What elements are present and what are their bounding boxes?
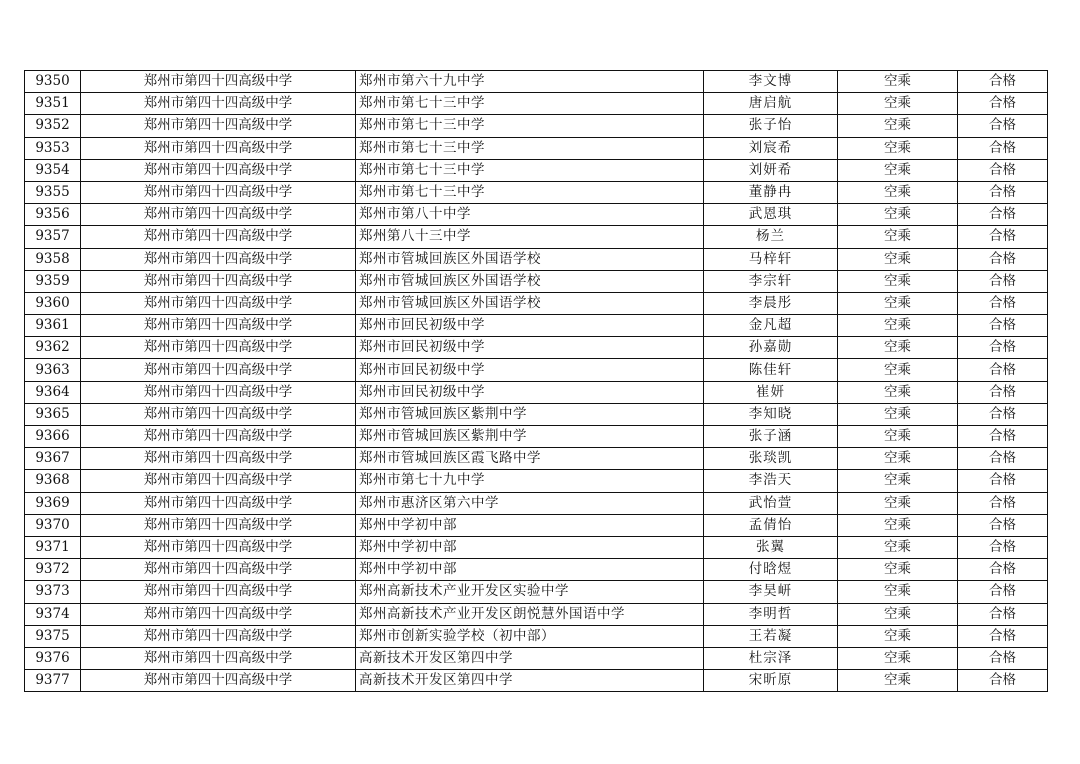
middle-school-cell: 郑州中学初中部 [356, 514, 704, 536]
major-cell: 空乘 [838, 603, 958, 625]
results-table-body [25, 71, 1048, 692]
row-id-cell: 9371 [25, 536, 81, 558]
table-row [25, 115, 1048, 137]
high-school-cell: 郑州市第四十四高级中学 [81, 426, 356, 448]
row-id-cell: 9370 [25, 514, 81, 536]
middle-school-cell: 郑州中学初中部 [356, 536, 704, 558]
student-name-cell: 李明哲 [704, 603, 838, 625]
major-cell: 空乘 [838, 647, 958, 669]
major-cell: 空乘 [838, 470, 958, 492]
result-cell: 合格 [958, 359, 1048, 381]
student-name-cell: 张子涵 [704, 426, 838, 448]
table-row [25, 514, 1048, 536]
student-name-cell: 张翼 [704, 536, 838, 558]
student-name-cell: 孙嘉勋 [704, 337, 838, 359]
major-cell: 空乘 [838, 381, 958, 403]
row-id-cell: 9354 [25, 159, 81, 181]
high-school-cell: 郑州市第四十四高级中学 [81, 248, 356, 270]
student-name-cell: 李宗轩 [704, 270, 838, 292]
major-cell: 空乘 [838, 159, 958, 181]
row-id-cell: 9350 [25, 71, 81, 93]
middle-school-cell: 郑州市管城回族区外国语学校 [356, 248, 704, 270]
major-cell: 空乘 [838, 536, 958, 558]
major-cell: 空乘 [838, 514, 958, 536]
row-id-cell: 9372 [25, 559, 81, 581]
table-row [25, 426, 1048, 448]
result-cell: 合格 [958, 159, 1048, 181]
row-id-cell: 9355 [25, 181, 81, 203]
row-id-cell: 9351 [25, 93, 81, 115]
middle-school-cell: 郑州市创新实验学校（初中部） [356, 625, 704, 647]
result-cell: 合格 [958, 270, 1048, 292]
table-row [25, 603, 1048, 625]
high-school-cell: 郑州市第四十四高级中学 [81, 448, 356, 470]
major-cell: 空乘 [838, 581, 958, 603]
table-row [25, 448, 1048, 470]
high-school-cell: 郑州市第四十四高级中学 [81, 292, 356, 314]
table-row [25, 204, 1048, 226]
table-row [25, 536, 1048, 558]
row-id-cell: 9377 [25, 670, 81, 692]
high-school-cell: 郑州市第四十四高级中学 [81, 581, 356, 603]
result-cell: 合格 [958, 647, 1048, 669]
result-cell: 合格 [958, 403, 1048, 425]
table-row [25, 315, 1048, 337]
student-name-cell: 李晨彤 [704, 292, 838, 314]
table-row [25, 403, 1048, 425]
high-school-cell: 郑州市第四十四高级中学 [81, 270, 356, 292]
student-name-cell: 张琰凯 [704, 448, 838, 470]
result-cell: 合格 [958, 137, 1048, 159]
high-school-cell: 郑州市第四十四高级中学 [81, 181, 356, 203]
result-cell: 合格 [958, 559, 1048, 581]
major-cell: 空乘 [838, 204, 958, 226]
row-id-cell: 9374 [25, 603, 81, 625]
high-school-cell: 郑州市第四十四高级中学 [81, 536, 356, 558]
row-id-cell: 9375 [25, 625, 81, 647]
result-cell: 合格 [958, 514, 1048, 536]
table-row [25, 359, 1048, 381]
middle-school-cell: 郑州市回民初级中学 [356, 315, 704, 337]
middle-school-cell: 郑州市第七十三中学 [356, 181, 704, 203]
middle-school-cell: 郑州市管城回族区紫荆中学 [356, 403, 704, 425]
student-name-cell: 刘宸希 [704, 137, 838, 159]
major-cell: 空乘 [838, 270, 958, 292]
student-name-cell: 武恩琪 [704, 204, 838, 226]
middle-school-cell: 郑州市第七十九中学 [356, 470, 704, 492]
high-school-cell: 郑州市第四十四高级中学 [81, 559, 356, 581]
major-cell: 空乘 [838, 137, 958, 159]
high-school-cell: 郑州市第四十四高级中学 [81, 492, 356, 514]
major-cell: 空乘 [838, 248, 958, 270]
result-cell: 合格 [958, 492, 1048, 514]
student-name-cell: 马梓轩 [704, 248, 838, 270]
row-id-cell: 9368 [25, 470, 81, 492]
high-school-cell: 郑州市第四十四高级中学 [81, 93, 356, 115]
row-id-cell: 9359 [25, 270, 81, 292]
table-row [25, 181, 1048, 203]
middle-school-cell: 郑州市第七十三中学 [356, 93, 704, 115]
student-name-cell: 金凡超 [704, 315, 838, 337]
major-cell: 空乘 [838, 115, 958, 137]
row-id-cell: 9376 [25, 647, 81, 669]
result-cell: 合格 [958, 204, 1048, 226]
row-id-cell: 9363 [25, 359, 81, 381]
major-cell: 空乘 [838, 181, 958, 203]
result-cell: 合格 [958, 315, 1048, 337]
middle-school-cell: 高新技术开发区第四中学 [356, 647, 704, 669]
major-cell: 空乘 [838, 448, 958, 470]
high-school-cell: 郑州市第四十四高级中学 [81, 315, 356, 337]
student-name-cell: 王若凝 [704, 625, 838, 647]
student-name-cell: 刘妍希 [704, 159, 838, 181]
major-cell: 空乘 [838, 403, 958, 425]
student-name-cell: 李浩天 [704, 470, 838, 492]
row-id-cell: 9369 [25, 492, 81, 514]
middle-school-cell: 郑州市回民初级中学 [356, 381, 704, 403]
result-cell: 合格 [958, 670, 1048, 692]
table-row [25, 159, 1048, 181]
row-id-cell: 9364 [25, 381, 81, 403]
student-name-cell: 张子怡 [704, 115, 838, 137]
major-cell: 空乘 [838, 492, 958, 514]
result-cell: 合格 [958, 536, 1048, 558]
middle-school-cell: 郑州市第七十三中学 [356, 137, 704, 159]
major-cell: 空乘 [838, 670, 958, 692]
middle-school-cell: 高新技术开发区第四中学 [356, 670, 704, 692]
student-name-cell: 李昊岍 [704, 581, 838, 603]
result-cell: 合格 [958, 93, 1048, 115]
high-school-cell: 郑州市第四十四高级中学 [81, 359, 356, 381]
middle-school-cell: 郑州第八十三中学 [356, 226, 704, 248]
high-school-cell: 郑州市第四十四高级中学 [81, 337, 356, 359]
row-id-cell: 9367 [25, 448, 81, 470]
row-id-cell: 9356 [25, 204, 81, 226]
table-row [25, 270, 1048, 292]
row-id-cell: 9358 [25, 248, 81, 270]
table-row [25, 492, 1048, 514]
result-cell: 合格 [958, 248, 1048, 270]
student-name-cell: 杜宗泽 [704, 647, 838, 669]
middle-school-cell: 郑州市回民初级中学 [356, 359, 704, 381]
row-id-cell: 9353 [25, 137, 81, 159]
table-row [25, 470, 1048, 492]
table-row [25, 647, 1048, 669]
student-name-cell: 李文博 [704, 71, 838, 93]
table-row [25, 670, 1048, 692]
high-school-cell: 郑州市第四十四高级中学 [81, 470, 356, 492]
result-cell: 合格 [958, 603, 1048, 625]
major-cell: 空乘 [838, 71, 958, 93]
high-school-cell: 郑州市第四十四高级中学 [81, 403, 356, 425]
major-cell: 空乘 [838, 93, 958, 115]
student-name-cell: 李知晓 [704, 403, 838, 425]
middle-school-cell: 郑州市回民初级中学 [356, 337, 704, 359]
middle-school-cell: 郑州市管城回族区紫荆中学 [356, 426, 704, 448]
table-row [25, 292, 1048, 314]
result-cell: 合格 [958, 581, 1048, 603]
student-name-cell: 崔妍 [704, 381, 838, 403]
student-name-cell: 杨兰 [704, 226, 838, 248]
result-cell: 合格 [958, 226, 1048, 248]
student-name-cell: 孟倩怡 [704, 514, 838, 536]
table-row [25, 93, 1048, 115]
table-row [25, 381, 1048, 403]
result-cell: 合格 [958, 625, 1048, 647]
student-name-cell: 董静冉 [704, 181, 838, 203]
result-cell: 合格 [958, 426, 1048, 448]
result-cell: 合格 [958, 71, 1048, 93]
middle-school-cell: 郑州高新技术产业开发区朗悦慧外国语中学 [356, 603, 704, 625]
result-cell: 合格 [958, 470, 1048, 492]
middle-school-cell: 郑州市管城回族区外国语学校 [356, 292, 704, 314]
result-cell: 合格 [958, 448, 1048, 470]
student-name-cell: 武怡萱 [704, 492, 838, 514]
major-cell: 空乘 [838, 559, 958, 581]
result-cell: 合格 [958, 181, 1048, 203]
row-id-cell: 9366 [25, 426, 81, 448]
major-cell: 空乘 [838, 625, 958, 647]
row-id-cell: 9357 [25, 226, 81, 248]
major-cell: 空乘 [838, 426, 958, 448]
high-school-cell: 郑州市第四十四高级中学 [81, 625, 356, 647]
middle-school-cell: 郑州高新技术产业开发区实验中学 [356, 581, 704, 603]
high-school-cell: 郑州市第四十四高级中学 [81, 514, 356, 536]
student-name-cell: 付晗煜 [704, 559, 838, 581]
table-row [25, 226, 1048, 248]
middle-school-cell: 郑州市第七十三中学 [356, 115, 704, 137]
middle-school-cell: 郑州中学初中部 [356, 559, 704, 581]
major-cell: 空乘 [838, 359, 958, 381]
table-row [25, 137, 1048, 159]
high-school-cell: 郑州市第四十四高级中学 [81, 603, 356, 625]
result-cell: 合格 [958, 115, 1048, 137]
middle-school-cell: 郑州市第八十中学 [356, 204, 704, 226]
major-cell: 空乘 [838, 226, 958, 248]
student-name-cell: 宋昕原 [704, 670, 838, 692]
row-id-cell: 9362 [25, 337, 81, 359]
high-school-cell: 郑州市第四十四高级中学 [81, 159, 356, 181]
high-school-cell: 郑州市第四十四高级中学 [81, 204, 356, 226]
row-id-cell: 9373 [25, 581, 81, 603]
middle-school-cell: 郑州市第七十三中学 [356, 159, 704, 181]
table-row [25, 559, 1048, 581]
middle-school-cell: 郑州市管城回族区外国语学校 [356, 270, 704, 292]
middle-school-cell: 郑州市惠济区第六中学 [356, 492, 704, 514]
middle-school-cell: 郑州市第六十九中学 [356, 71, 704, 93]
high-school-cell: 郑州市第四十四高级中学 [81, 137, 356, 159]
results-table [24, 70, 1048, 692]
row-id-cell: 9365 [25, 403, 81, 425]
student-name-cell: 陈佳轩 [704, 359, 838, 381]
middle-school-cell: 郑州市管城回族区霞飞路中学 [356, 448, 704, 470]
table-row [25, 71, 1048, 93]
table-row [25, 248, 1048, 270]
high-school-cell: 郑州市第四十四高级中学 [81, 226, 356, 248]
high-school-cell: 郑州市第四十四高级中学 [81, 71, 356, 93]
major-cell: 空乘 [838, 315, 958, 337]
row-id-cell: 9361 [25, 315, 81, 337]
table-row [25, 337, 1048, 359]
major-cell: 空乘 [838, 337, 958, 359]
high-school-cell: 郑州市第四十四高级中学 [81, 115, 356, 137]
row-id-cell: 9352 [25, 115, 81, 137]
high-school-cell: 郑州市第四十四高级中学 [81, 670, 356, 692]
high-school-cell: 郑州市第四十四高级中学 [81, 381, 356, 403]
major-cell: 空乘 [838, 292, 958, 314]
row-id-cell: 9360 [25, 292, 81, 314]
table-row [25, 581, 1048, 603]
student-name-cell: 唐启航 [704, 93, 838, 115]
result-cell: 合格 [958, 381, 1048, 403]
high-school-cell: 郑州市第四十四高级中学 [81, 647, 356, 669]
result-cell: 合格 [958, 337, 1048, 359]
result-cell: 合格 [958, 292, 1048, 314]
table-row [25, 625, 1048, 647]
